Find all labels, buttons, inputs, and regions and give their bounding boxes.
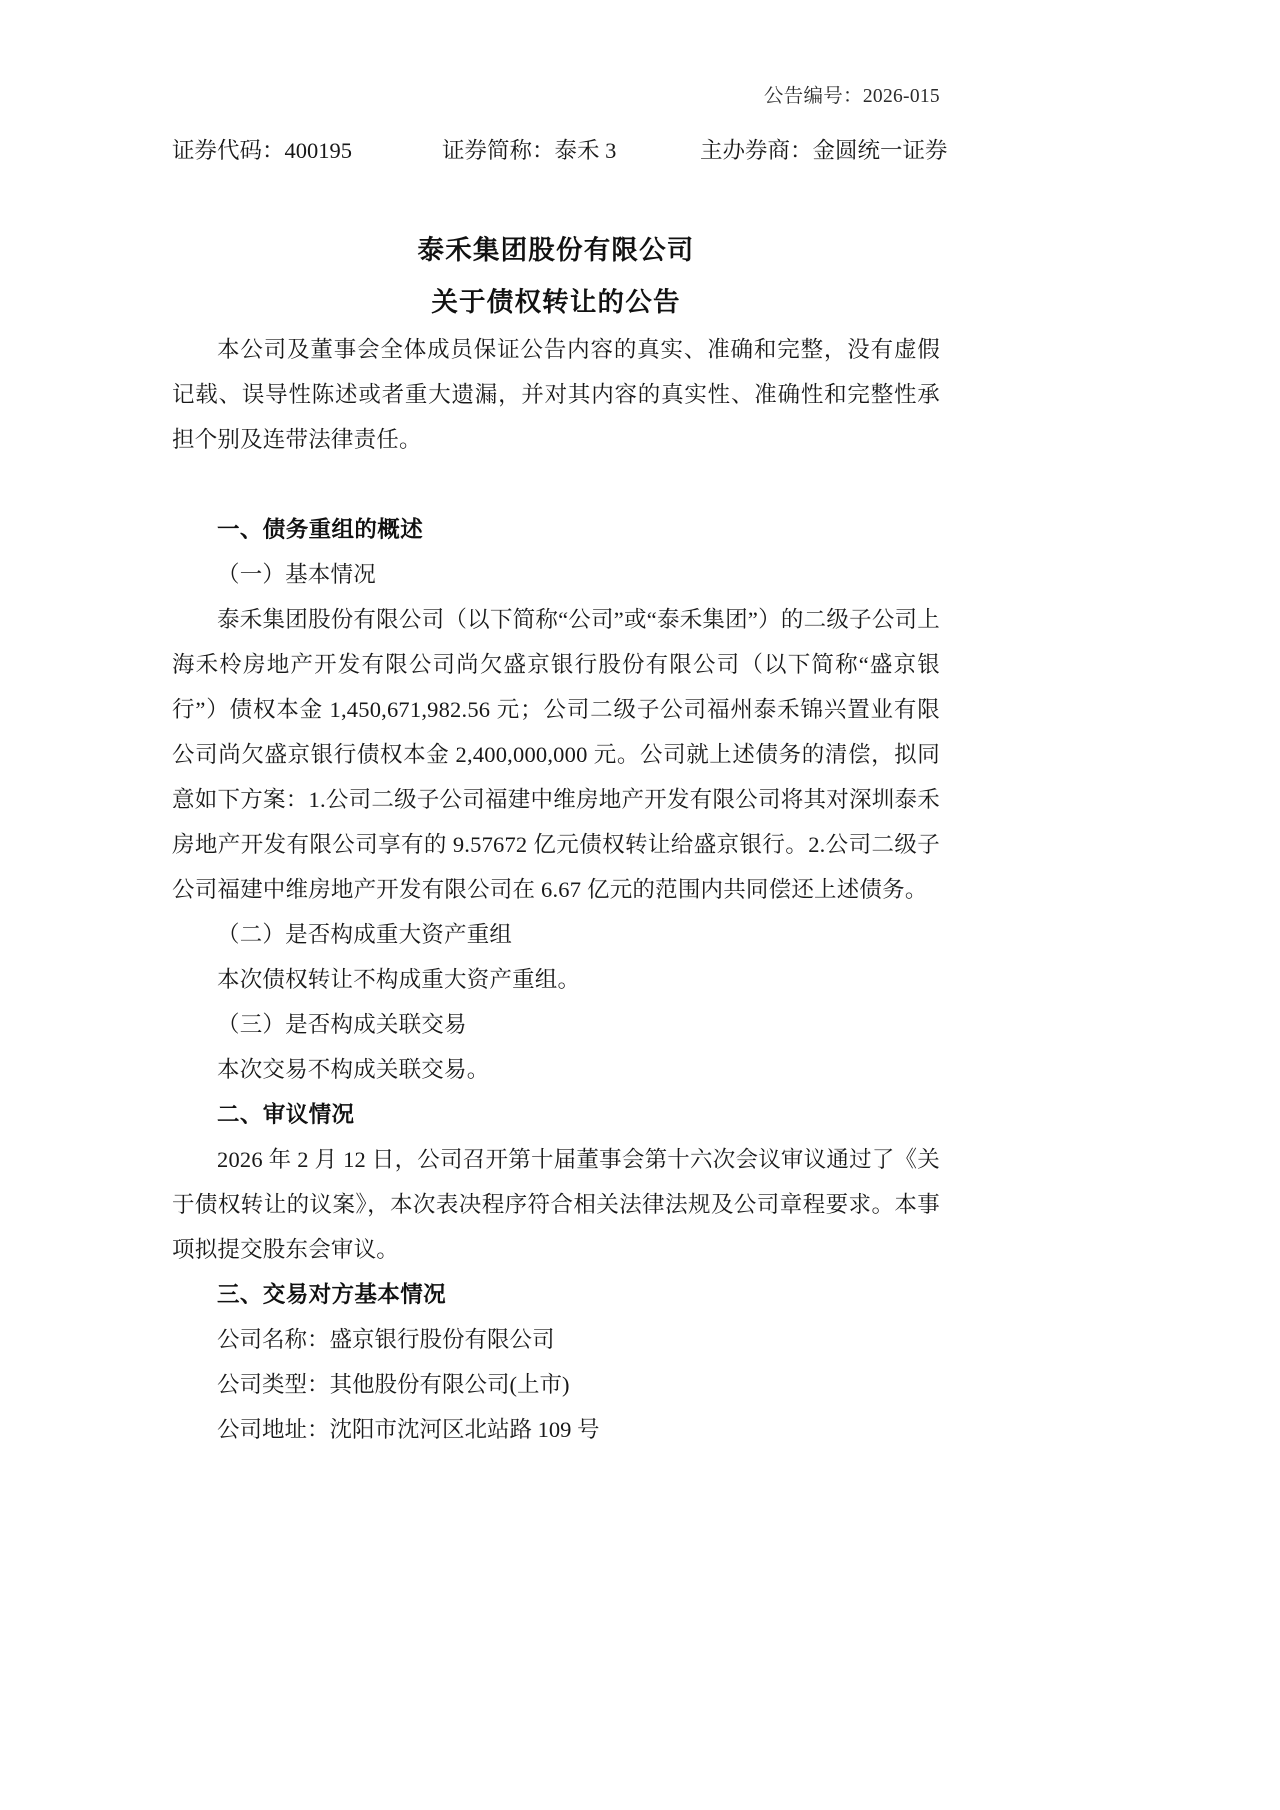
subsection-heading-major-asset-restructuring: （二）是否构成重大资产重组 [217,922,513,947]
title-company-name: 泰禾集团股份有限公司 [417,235,695,265]
counterparty-company-type: 公司类型：其他股份有限公司(上市) [217,1372,570,1397]
section-heading-review: 二、审议情况 [217,1102,355,1127]
title-subject: 关于债权转让的公告 [431,287,681,317]
counterparty-company-name: 公司名称：盛京银行股份有限公司 [217,1327,555,1352]
security-code: 证券代码：400195 [172,138,353,163]
related-party-transaction-paragraph: 本次交易不构成关联交易。 [217,1057,490,1082]
security-abbreviation: 证券简称：泰禾 3 [442,138,617,163]
sponsor-broker: 主办券商：金圆统一证券 [700,138,948,163]
basic-info-paragraph: 泰禾集团股份有限公司（以下简称“公司”或“泰禾集团”）的二级子公司上海禾柃房地产开发有限公司尚欠盛京银行股份有限公司（以下简称“盛京银行”）债权本金 1,450,671,982.56 元；公司二级子公司福州泰禾锦兴置业有限公司尚欠盛京银行债权本金 2,400,000,000 元。公司就上述债务的清偿，拟同意如下方案：1.公司二级子公司福建中维房地产开发有限公司将其对深圳泰禾房地产开发有限公司享有的 9.57672 亿元债权转让给盛京银行。2.公司二级子公司福建中维房地产开发有限公司在 6.67 亿元的范围内共同偿还上述债务。 [172,607,940,902]
disclaimer-paragraph: 本公司及董事会全体成员保证公告内容的真实、准确和完整，没有虚假记载、误导性陈述或者重大遗漏，并对其内容的真实性、准确性和完整性承担个别及连带法律责任。 [172,337,940,452]
document-body [172,327,940,1452]
subsection-heading-related-party-transaction: （三）是否构成关联交易 [217,1012,467,1037]
page-title [172,224,940,328]
announcement-number: 公告编号：2026-015 [763,86,940,107]
review-paragraph: 2026 年 2 月 12 日，公司召开第十届董事会第十六次会议审议通过了《关于债权转让的议案》，本次表决程序符合相关法律法规及公司章程要求。本事项拟提交股东会审议。 [172,1147,940,1262]
section-spacer [172,462,940,507]
major-asset-restructuring-paragraph: 本次债权转让不构成重大资产重组。 [217,967,581,992]
section-heading-counterparty: 三、交易对方基本情况 [217,1282,447,1307]
security-header-row [172,133,962,165]
subsection-heading-basic-info: （一）基本情况 [217,562,376,587]
section-heading-overview: 一、债务重组的概述 [217,517,424,542]
counterparty-company-address: 公司地址：沈阳市沈河区北站路 109 号 [217,1417,600,1442]
